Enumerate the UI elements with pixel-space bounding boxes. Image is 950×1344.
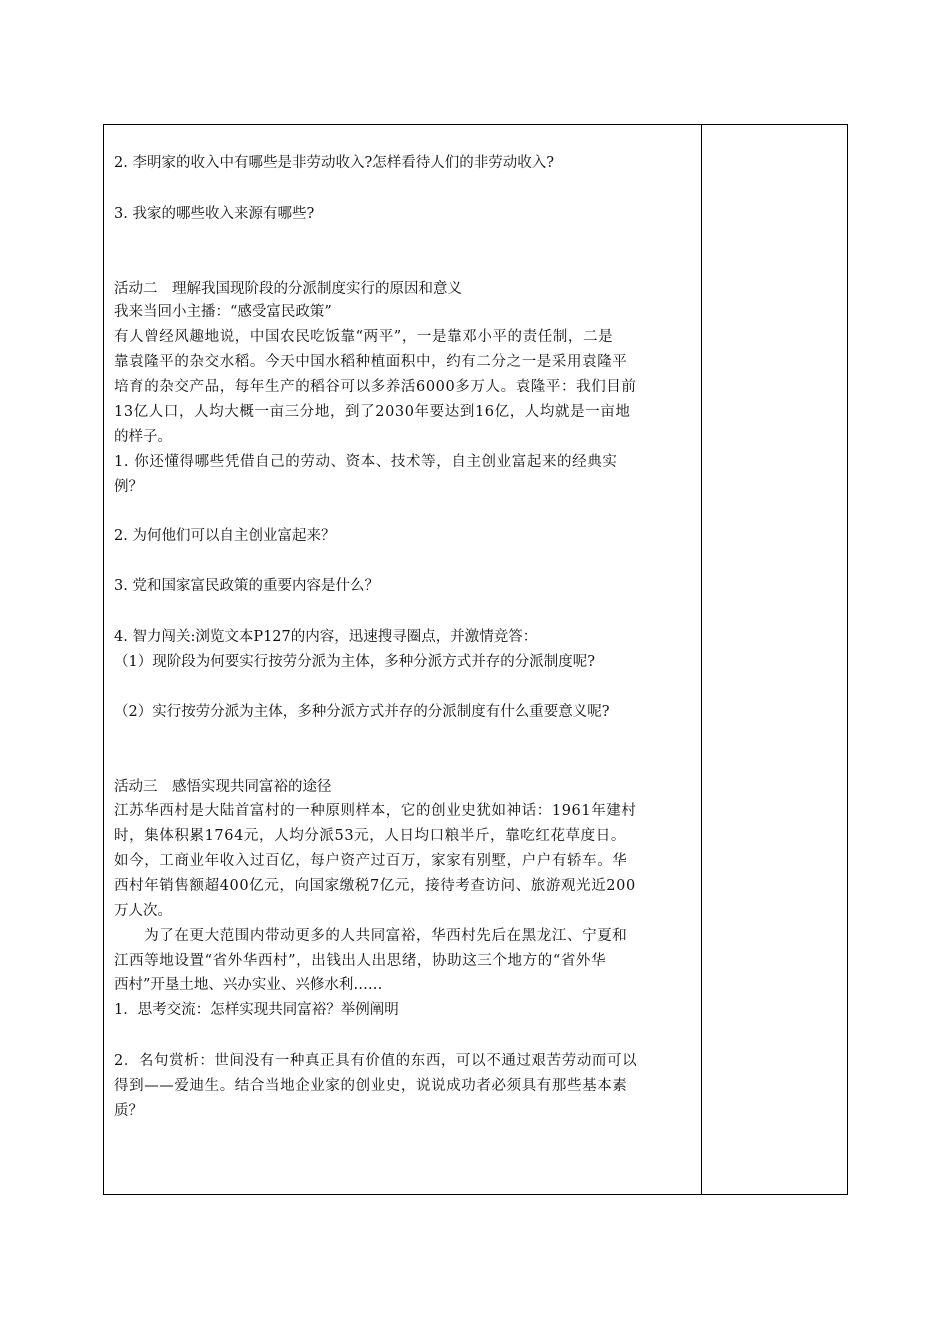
text-line: （2）实行按劳分派为主体，多种分派方式并存的分派制度有什么重要意义呢? (114, 704, 610, 720)
text-line: 我来当回小主播：“感受富民政策” (114, 304, 332, 320)
text-line: 的样子。 (114, 429, 172, 445)
text-line: 质？ (114, 1103, 143, 1119)
text-line: 1. 你还懂得哪些凭借自己的劳动、资本、技术等，自主创业富起来的经典实 (114, 454, 618, 470)
text-line: （1）现阶段为何要实行按劳分派为主体，多种分派方式并存的分派制度呢? (114, 654, 595, 670)
text-line: 西村”开垦土地、兴办实业、兴修水利…… (114, 977, 383, 993)
text-line: 2．名句赏析：世间没有一种真正具有价值的东西，可以不通过艰苦劳动而可以 (114, 1053, 638, 1069)
text-line: 万人次。 (114, 903, 172, 919)
text-line: 2. 李明家的收入中有哪些是非劳动收入?怎样看待人们的非劳动收入? (114, 155, 554, 171)
text-line: 有人曾经风趣地说，中国农民吃饭靠“两平”，一是靠邓小平的责任制，二是 (114, 329, 614, 345)
text-line: 得到——爱迪生。结合当地企业家的创业史，说说成功者必须具有那些基本素 (114, 1078, 628, 1094)
text-line: 江西等地设置“省外华西村”，出钱出人出思绪，协助这三个地方的“省外华 (114, 953, 607, 969)
lesson-table (103, 124, 848, 1195)
text-line: 3. 党和国家富民政策的重要内容是什么？ (114, 578, 379, 594)
text-line: 江苏华西村是大陆首富村的一种原则样本，它的创业史犹如神话：1961年建村 (114, 803, 637, 819)
text-line: 4. 智力闯关:浏览文本P127的内容，迅速搜寻圈点，并激情竞答： (114, 629, 538, 645)
text-line: 西村年销售额超400亿元，向国家缴税7亿元，接待考查访问、旅游观光近200 (114, 878, 636, 894)
text-line: 3. 我家的哪些收入来源有哪些? (114, 206, 315, 222)
text-line: 如今，工商业年收入过百亿，每户资产过百万，家家有别墅，户户有轿车。华 (114, 853, 628, 869)
text-line: 2. 为何他们可以自主创业富起来？ (114, 528, 336, 544)
notes-cell (702, 125, 848, 1194)
text-line: 1．思考交流：怎样实现共同富裕？举例阐明 (114, 1002, 399, 1018)
section-heading: 活动三 感悟实现共同富裕的途径 (114, 779, 332, 795)
text-line: 时，集体积累1764元，人均分派53元，人日均口粮半斤，靠吃红花草度日。 (114, 828, 626, 844)
text-line: 培育的杂交产品，每年生产的稻谷可以多养活6000多万人。袁隆平：我们目前 (114, 379, 637, 395)
text-line: 13亿人口，人均大概一亩三分地，到了2030年要达到16亿，人均就是一亩地 (114, 404, 631, 420)
text-line: 为了在更大范围内带动更多的人共同富裕，华西村先后在黑龙江、宁夏和 (114, 928, 628, 944)
text-line: 例？ (114, 479, 143, 495)
text-line: 靠袁隆平的杂交水稻。今天中国水稻种植面积中，约有二分之一是采用袁隆平 (114, 354, 628, 370)
section-heading: 活动二 理解我国现阶段的分派制度实行的原因和意义 (114, 281, 462, 297)
